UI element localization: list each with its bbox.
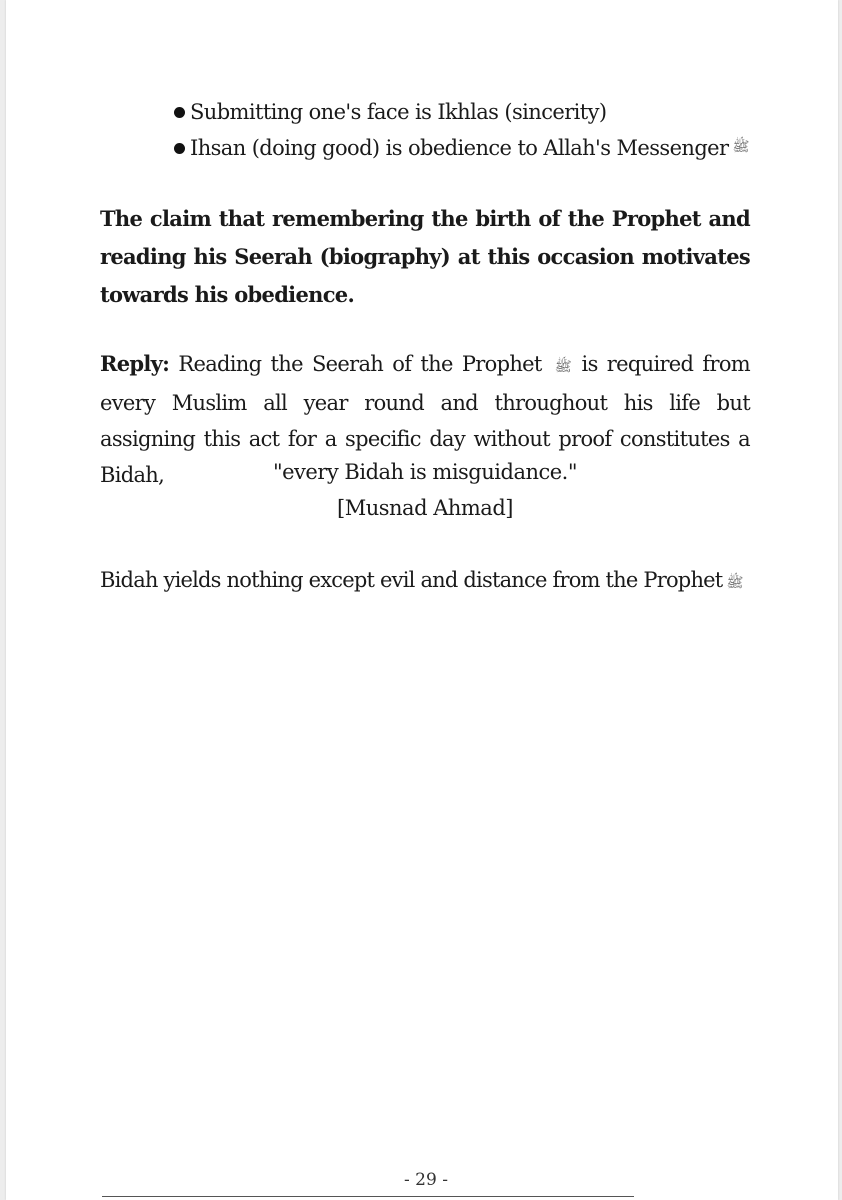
bullet-list — [174, 94, 774, 166]
bullet-text: Ihsan (doing good) is obedience to Allah's Messenger — [190, 136, 729, 160]
bullet-dot-icon — [174, 107, 185, 118]
hadith-quote — [100, 454, 750, 526]
reply-text-after: is required from every Muslim all year round and throughout his life but assigning this act for a specific day without proof constitutes a Bidah, — [100, 352, 750, 487]
reply-label: Reply: — [100, 351, 170, 376]
footer-divider — [102, 1196, 634, 1197]
closing-text: Bidah yields nothing except evil and distance from the Prophet — [100, 568, 723, 592]
document-page — [6, 0, 838, 1200]
bullet-item-ikhlas — [174, 94, 774, 130]
bullet-dot-icon — [174, 143, 185, 154]
salawat-symbol: ﷺ — [726, 575, 744, 591]
quote-text: "every Bidah is misguidance." — [272, 460, 578, 484]
bullet-text: Submitting one's face is Ikhlas (sincerity) — [190, 100, 607, 124]
salawat-symbol: ﷺ — [554, 359, 572, 375]
bullet-item-ihsan — [174, 130, 774, 166]
reply-text-before: Reading the Seerah of the Prophet — [169, 352, 551, 376]
salawat-symbol: ﷺ — [732, 139, 750, 155]
page-number: - 29 - — [404, 1170, 448, 1190]
quote-source: [Musnad Ahmad] — [337, 496, 513, 520]
closing-paragraph — [100, 562, 750, 601]
section-heading: The claim that remembering the birth of the Prophet and reading his Seerah (biography) at this occasion motivates towards his obedience. — [100, 206, 750, 307]
